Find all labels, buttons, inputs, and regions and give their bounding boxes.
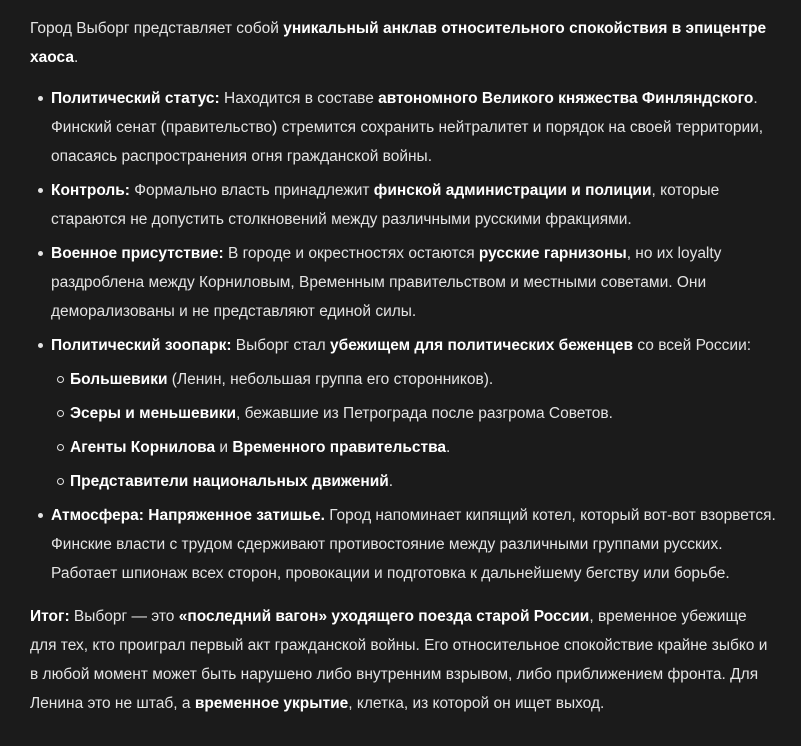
text-segment: Выборг стал — [231, 337, 331, 354]
bold-text-segment: Военное присутствие: — [51, 245, 224, 262]
bold-text-segment: Эсеры и меньшевики — [70, 405, 236, 422]
text-segment: , бежавшие из Петрограда после разгрома Советов. — [235, 405, 613, 422]
text-segment: , клетка, из которой он ищет выход. — [348, 695, 605, 712]
text-segment: . Финский сенат (правительство) стремится сохранить нейтралитет и порядок на своей территории, опасаясь распространения огня гражданской войны. — [51, 90, 764, 165]
bold-text-segment: Временного правительства — [232, 439, 447, 456]
text-segment: , но их loyalty раздроблена между Корниловым, Временным правительством и местными советами. Они деморализованы и не представляют единой силы. — [51, 245, 722, 320]
text-segment: Город напоминает кипящий котел, который вот-вот взорвется. Финские власти с трудом сдерживают противостояние между различными группами русских. Работает шпионаж всех сторон, провокации и подготовка к дальнейшему бегству или борьбе. — [51, 507, 776, 582]
text-segment: . — [73, 49, 79, 66]
bold-text-segment: Итог: — [30, 608, 70, 625]
text-segment: , временное убежище для тех, кто проиграл первый акт гражданской войны. Его относительное спокойствие крайне зыбко и в любой момент может быть нарушено либо внутренним взрывом, либо приближением фронта. Для Ленина это не штаб, а — [30, 608, 768, 712]
bold-text-segment: Политический статус: — [51, 90, 220, 107]
list-item-military-presence — [30, 239, 777, 326]
sub-item-text — [70, 405, 613, 422]
bold-text-segment: автономного Великого княжества Финляндского — [378, 90, 754, 107]
text-segment: Выборг — это — [69, 608, 179, 625]
summary-paragraph — [30, 602, 777, 718]
list-item-atmosphere — [30, 501, 777, 588]
intro-paragraph — [30, 14, 777, 72]
list-item-text — [51, 337, 751, 354]
sub-item-text — [70, 439, 450, 456]
bold-text-segment: «последний вагон» уходящего поезда старой России — [178, 608, 590, 625]
list-item-text — [51, 245, 721, 320]
list-item-political-zoo — [30, 331, 777, 496]
refugee-sublist — [51, 365, 777, 496]
text-segment: , которые стараются не допустить столкновений между различными русскими фракциями. — [51, 182, 720, 228]
bold-text-segment: финской администрации и полиции — [373, 182, 652, 199]
text-segment: . — [388, 473, 394, 490]
sub-item-text — [70, 371, 493, 388]
bold-text-segment: Контроль: — [51, 182, 130, 199]
bold-text-segment: уникальный анклав относительного спокойствия в эпицентре хаоса — [30, 20, 767, 66]
sub-item-srs-mensheviks — [51, 399, 777, 428]
list-item-text — [51, 507, 776, 582]
list-item-political-status — [30, 84, 777, 171]
text-segment: (Ленин, небольшая группа его сторонников). — [167, 371, 494, 388]
list-item-text — [51, 182, 719, 228]
text-segment: Город Выборг представляет собой — [30, 20, 284, 37]
text-segment: Находится в составе — [219, 90, 379, 107]
bold-text-segment: Представители национальных движений — [70, 473, 389, 490]
text-segment: В городе и окрестностях остаются — [223, 245, 479, 262]
sub-item-bolsheviks — [51, 365, 777, 394]
bold-text-segment: убежищем для политических беженцев — [330, 337, 634, 354]
bold-text-segment: Политический зоопарк: — [51, 337, 232, 354]
sub-item-national-movements — [51, 467, 777, 496]
bold-text-segment: Атмосфера: Напряженное затишье. — [51, 507, 325, 524]
text-segment: и — [215, 439, 233, 456]
topic-list — [30, 84, 777, 588]
text-segment: . — [446, 439, 451, 456]
bold-text-segment: Большевики — [70, 371, 168, 388]
text-segment: Формально власть принадлежит — [129, 182, 374, 199]
bold-text-segment: временное укрытие — [194, 695, 349, 712]
sub-item-text — [70, 473, 393, 490]
text-segment: со всей России: — [633, 337, 752, 354]
sub-item-kornilov-agents — [51, 433, 777, 462]
bold-text-segment: русские гарнизоны — [478, 245, 627, 262]
list-item-control — [30, 176, 777, 234]
bold-text-segment: Агенты Корнилова — [70, 439, 216, 456]
list-item-text — [51, 90, 763, 165]
